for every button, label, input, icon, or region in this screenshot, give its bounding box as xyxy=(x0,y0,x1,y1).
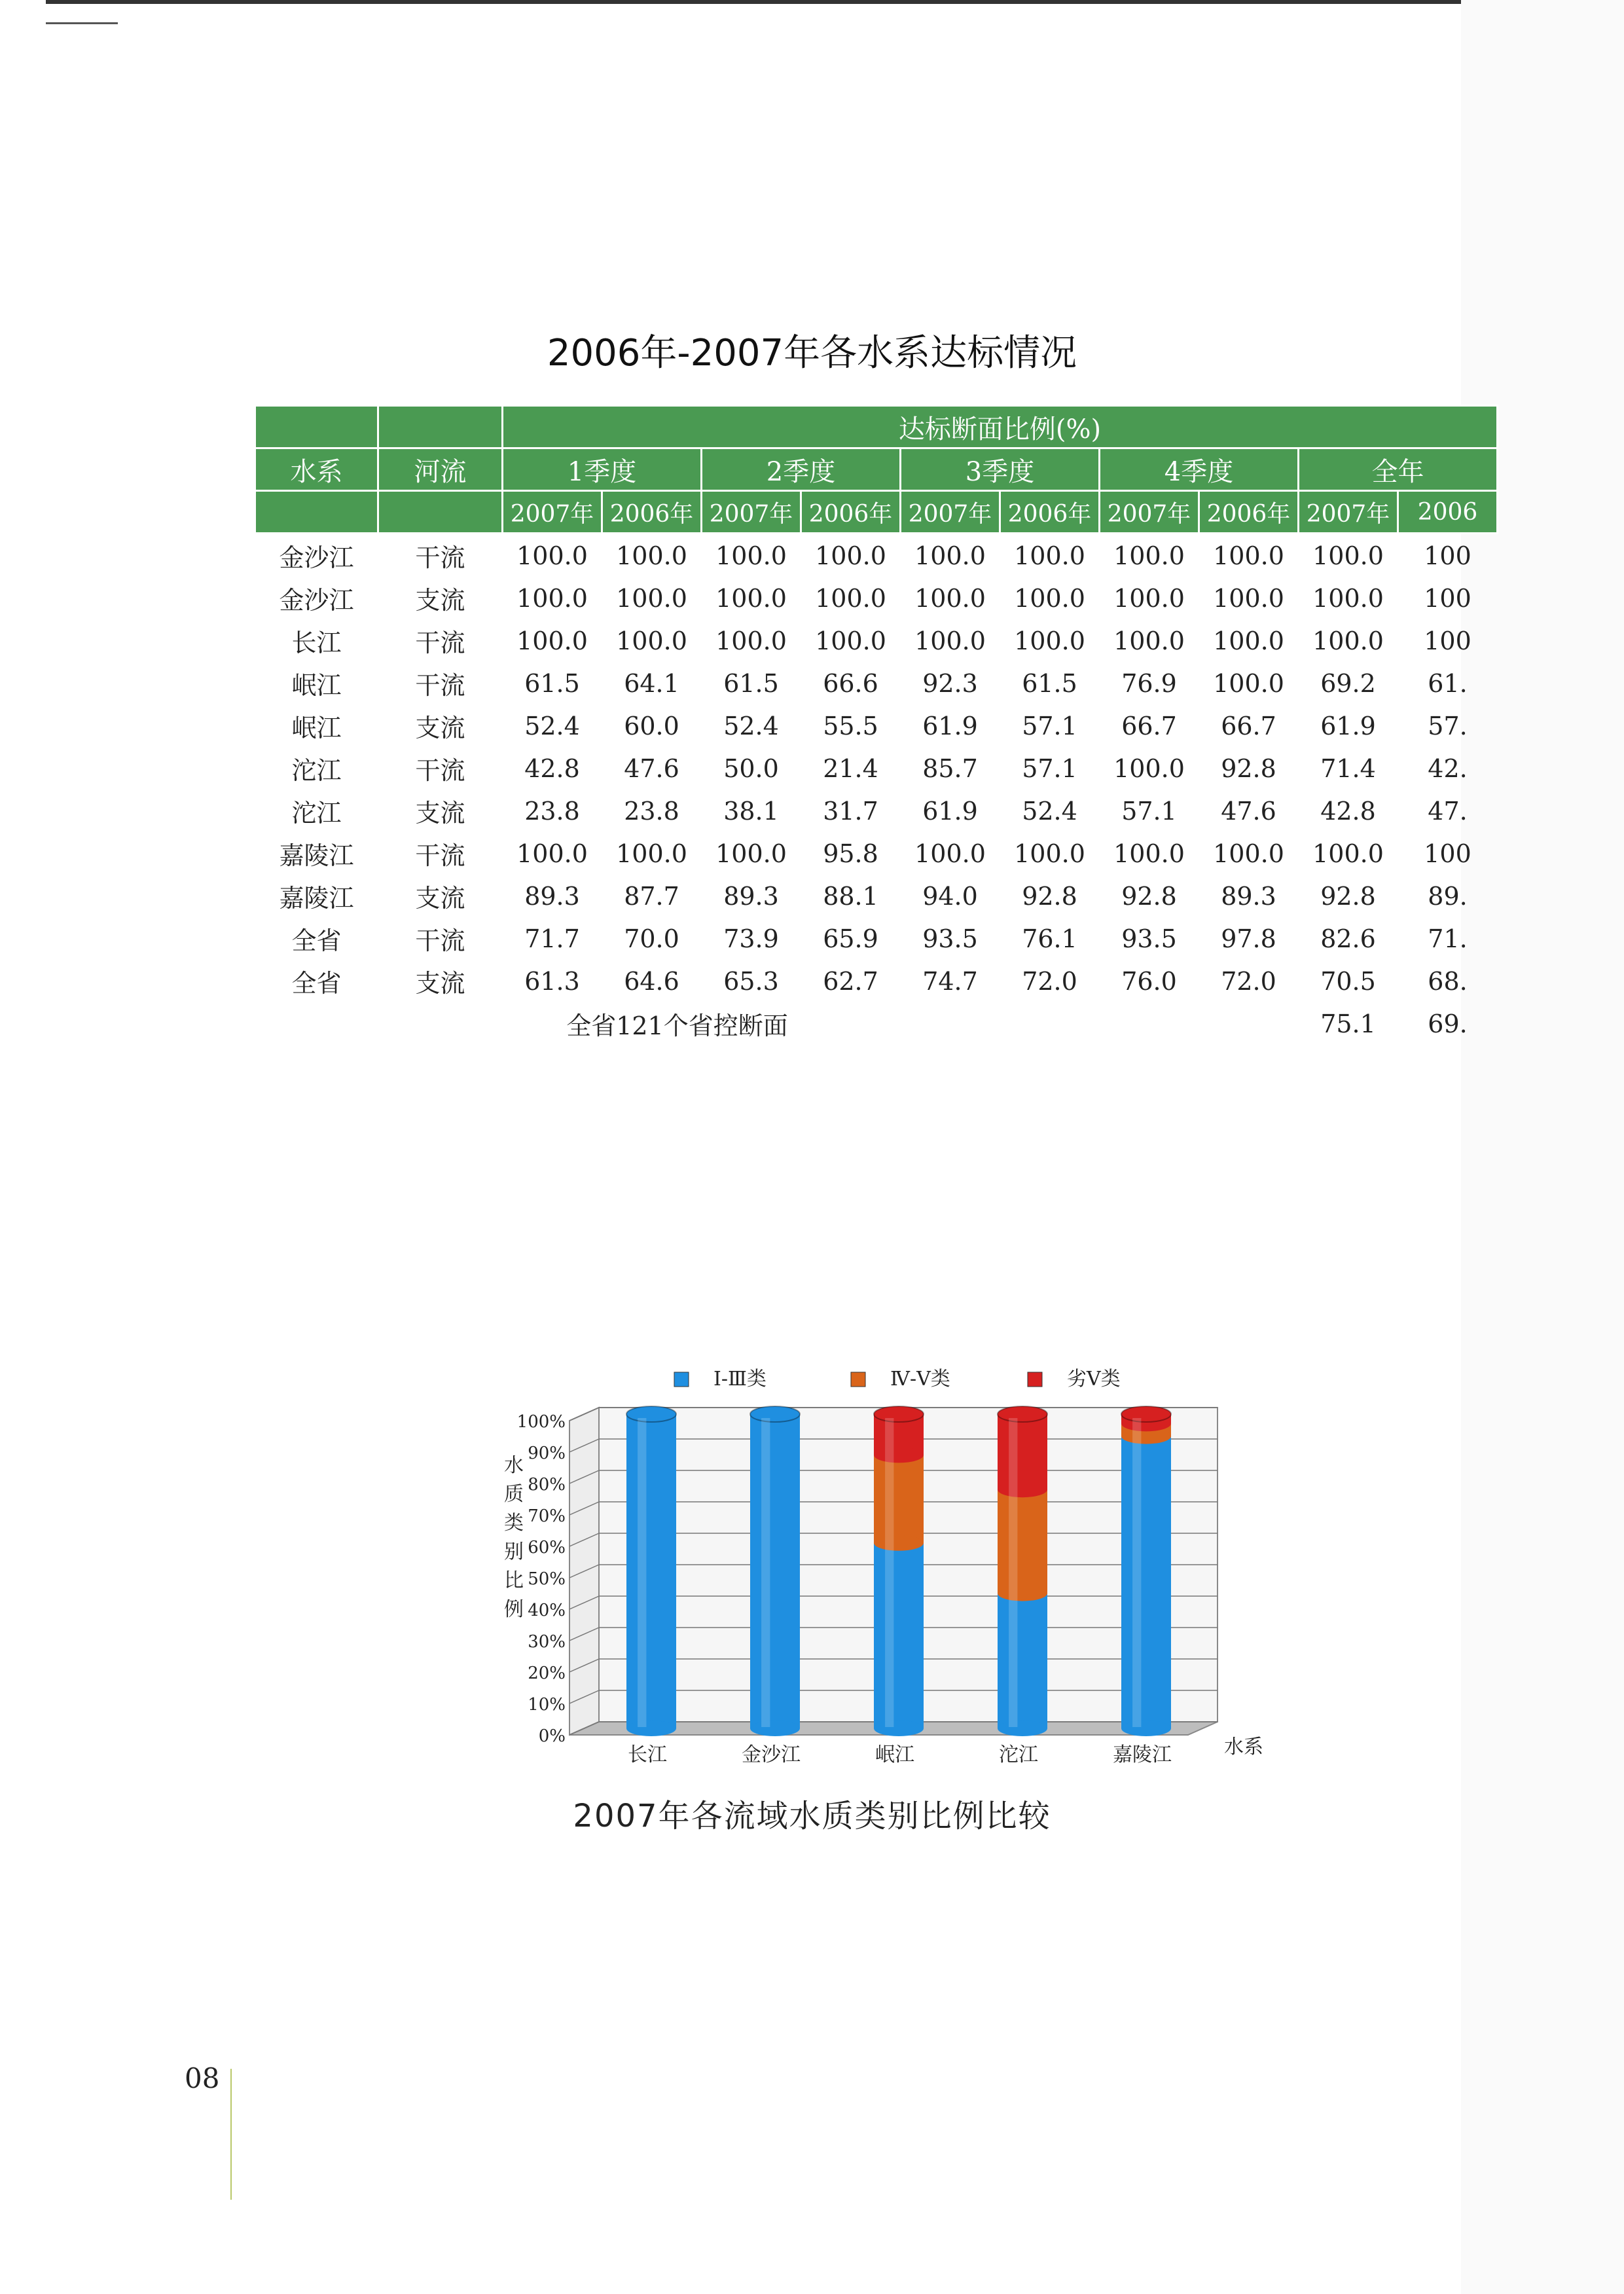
cell-value: 100 xyxy=(1424,583,1471,613)
header-blank xyxy=(255,406,378,448)
y-tick-label: 40% xyxy=(528,1601,566,1620)
header-year: 2006 xyxy=(1398,491,1498,534)
cell-value: 100.0 xyxy=(1213,583,1284,613)
table-title: 2006年-2007年各水系达标情况 xyxy=(547,332,1077,374)
y-tick-label: 90% xyxy=(528,1444,566,1463)
cell-value: 100.0 xyxy=(516,839,588,868)
bar-segment-bottom xyxy=(1121,1720,1171,1736)
cell-value: 61.9 xyxy=(922,711,978,740)
cell-river: 干流 xyxy=(415,671,465,700)
cell-value: 82.6 xyxy=(1320,924,1376,953)
bar-highlight xyxy=(638,1418,646,1727)
cell-value: 100.0 xyxy=(616,583,687,613)
table-row xyxy=(255,534,1498,577)
bar-segment-bottom xyxy=(998,1586,1047,1601)
bar-highlight xyxy=(1009,1418,1017,1727)
cell-value: 100 xyxy=(1424,541,1471,570)
y-tick-label: 70% xyxy=(528,1506,566,1526)
cell-value: 61.5 xyxy=(1022,668,1077,698)
bar-segment-bottom xyxy=(874,1447,924,1463)
bar-segment-bottom xyxy=(750,1720,800,1736)
cell-value: 89. xyxy=(1428,881,1468,911)
cell-value: 100.0 xyxy=(516,541,588,570)
cell-value: 100.0 xyxy=(914,839,986,868)
cell-value: 65.3 xyxy=(723,966,779,996)
cell-value: 61.5 xyxy=(524,668,580,698)
header-blank xyxy=(378,406,503,448)
x-axis-label: 水系 xyxy=(1224,1736,1263,1758)
cell-value: 100.0 xyxy=(1213,839,1284,868)
cell-value: 100.0 xyxy=(616,541,687,570)
cell-value: 66.7 xyxy=(1221,711,1276,740)
cell-river: 干流 xyxy=(415,628,465,657)
cell-value: 100.0 xyxy=(1213,626,1284,655)
legend-label: Ⅰ-Ⅲ类 xyxy=(713,1368,767,1391)
cell-value: 52.4 xyxy=(524,711,580,740)
top-mark xyxy=(46,22,118,24)
summary-label: 全省121个省控断面 xyxy=(566,1011,788,1040)
header-year: 2006年 xyxy=(1199,491,1299,534)
cell-river: 干流 xyxy=(415,756,465,785)
header-system: 水系 xyxy=(255,448,378,491)
cell-system: 岷江 xyxy=(291,671,342,700)
cell-value: 100.0 xyxy=(616,626,687,655)
cell-value: 52.4 xyxy=(723,711,779,740)
cell-value: 23.8 xyxy=(524,796,580,826)
cell-value: 88.1 xyxy=(823,881,878,911)
bar-segment xyxy=(998,1489,1047,1593)
y-tick-label: 80% xyxy=(528,1475,566,1495)
cell-system: 沱江 xyxy=(291,799,342,828)
table-row xyxy=(255,747,1498,790)
cell-value: 89.3 xyxy=(723,881,779,911)
cell-river: 支流 xyxy=(415,714,465,742)
cell-value: 100.0 xyxy=(516,583,588,613)
cell-system: 金沙江 xyxy=(279,543,354,572)
legend-label: Ⅳ-Ⅴ类 xyxy=(890,1368,950,1391)
summary-value: 75.1 xyxy=(1320,1009,1376,1038)
cell-value: 55.5 xyxy=(823,711,878,740)
y-axis-label: 质 xyxy=(504,1483,524,1506)
header-year: 2006年 xyxy=(801,491,901,534)
cell-value: 95.8 xyxy=(823,839,878,868)
bar-segment xyxy=(874,1543,924,1728)
y-axis-label: 类 xyxy=(504,1512,524,1535)
cell-value: 100 xyxy=(1424,626,1471,655)
cell-value: 73.9 xyxy=(723,924,779,953)
cell-value: 74.7 xyxy=(922,966,978,996)
legend-swatch xyxy=(674,1372,689,1387)
cell-value: 94.0 xyxy=(922,881,978,911)
cell-system: 沱江 xyxy=(291,756,342,785)
cell-value: 72.0 xyxy=(1221,966,1276,996)
cell-river: 干流 xyxy=(415,926,465,955)
cell-value: 100.0 xyxy=(914,541,986,570)
cell-river: 支流 xyxy=(415,884,465,913)
bar-top-cap xyxy=(998,1406,1047,1422)
cell-value: 100.0 xyxy=(914,626,986,655)
chart-container xyxy=(484,1349,1309,1820)
cell-value: 31.7 xyxy=(823,796,878,826)
bar-segment xyxy=(874,1455,924,1542)
cell-value: 76.0 xyxy=(1121,966,1177,996)
cell-value: 100.0 xyxy=(1213,541,1284,570)
cell-system: 岷江 xyxy=(291,714,342,742)
bar-top-cap xyxy=(750,1406,800,1422)
cell-value: 71.4 xyxy=(1320,754,1376,783)
cell-value: 100.0 xyxy=(1113,583,1185,613)
cell-value: 61.9 xyxy=(922,796,978,826)
header-period: 1季度 xyxy=(503,448,702,491)
x-tick-label: 岷江 xyxy=(875,1743,914,1766)
table-row xyxy=(255,704,1498,747)
cell-value: 100.0 xyxy=(1113,839,1185,868)
page-number: 08 xyxy=(185,2062,220,2094)
cell-value: 100.0 xyxy=(815,541,886,570)
cell-value: 57. xyxy=(1428,711,1468,740)
cell-river: 支流 xyxy=(415,799,465,828)
x-tick-label: 长江 xyxy=(628,1743,667,1766)
cell-value: 47.6 xyxy=(624,754,679,783)
summary-blank xyxy=(1100,1002,1299,1045)
cell-value: 42. xyxy=(1428,754,1468,783)
cell-system: 嘉陵江 xyxy=(279,884,354,913)
cell-value: 57.1 xyxy=(1022,754,1077,783)
cell-value: 100.0 xyxy=(715,839,787,868)
header-year: 2007年 xyxy=(702,491,801,534)
cell-value: 64.1 xyxy=(624,668,679,698)
table-row xyxy=(255,832,1498,875)
header-blank xyxy=(255,491,378,534)
bar-highlight xyxy=(885,1418,893,1727)
bar-segment xyxy=(998,1414,1047,1489)
cell-value: 100.0 xyxy=(1213,668,1284,698)
y-tick-label: 50% xyxy=(528,1569,566,1589)
cell-value: 100.0 xyxy=(1014,541,1085,570)
table-row xyxy=(255,917,1498,960)
table-row xyxy=(255,875,1498,917)
legend-swatch xyxy=(1028,1372,1042,1387)
cell-value: 89.3 xyxy=(1221,881,1276,911)
compliance-table xyxy=(254,405,1498,1045)
cell-value: 87.7 xyxy=(624,881,679,911)
cell-value: 93.5 xyxy=(1121,924,1177,953)
legend-swatch xyxy=(851,1372,865,1387)
cell-river: 支流 xyxy=(415,969,465,998)
cell-river: 干流 xyxy=(415,841,465,870)
y-axis-label: 例 xyxy=(504,1598,524,1621)
cell-value: 100.0 xyxy=(616,839,687,868)
header-year: 2006年 xyxy=(602,491,702,534)
cell-system: 长江 xyxy=(291,628,342,657)
cell-value: 100.0 xyxy=(715,583,787,613)
cell-value: 100.0 xyxy=(914,583,986,613)
bar-segment-bottom xyxy=(998,1720,1047,1736)
y-axis-label: 别 xyxy=(504,1540,524,1563)
legend-label: 劣Ⅴ类 xyxy=(1067,1368,1121,1391)
cell-value: 62.7 xyxy=(823,966,878,996)
cell-value: 71. xyxy=(1428,924,1468,953)
cell-value: 100.0 xyxy=(1113,754,1185,783)
cell-value: 100.0 xyxy=(516,626,588,655)
cell-value: 92.8 xyxy=(1022,881,1077,911)
cell-value: 60.0 xyxy=(624,711,679,740)
cell-value: 47.6 xyxy=(1221,796,1276,826)
bar-highlight xyxy=(1132,1418,1141,1727)
cell-value: 97.8 xyxy=(1221,924,1276,953)
y-axis-label: 水 xyxy=(504,1454,524,1477)
header-period: 全年 xyxy=(1299,448,1498,491)
bar-segment xyxy=(998,1593,1047,1728)
cell-value: 61.9 xyxy=(1320,711,1376,740)
cell-value: 85.7 xyxy=(922,754,978,783)
summary-value: 69. xyxy=(1428,1009,1468,1038)
cell-value: 92.8 xyxy=(1221,754,1276,783)
cell-value: 47. xyxy=(1428,796,1468,826)
header-group: 达标断面比例(%) xyxy=(503,406,1498,448)
header-year: 2007年 xyxy=(503,491,602,534)
cell-value: 92.3 xyxy=(922,668,978,698)
summary-row xyxy=(255,1002,1498,1045)
y-tick-label: 0% xyxy=(538,1726,566,1746)
header-river: 河流 xyxy=(378,448,503,491)
y-tick-label: 10% xyxy=(528,1695,566,1715)
header-year: 2007年 xyxy=(1100,491,1199,534)
cell-system: 全省 xyxy=(291,926,342,955)
bar-top-cap xyxy=(626,1406,676,1422)
cell-value: 61. xyxy=(1428,668,1468,698)
cell-value: 69.2 xyxy=(1320,668,1376,698)
bar-segment-bottom xyxy=(874,1535,924,1551)
bar-segment xyxy=(1121,1436,1171,1728)
cell-value: 57.1 xyxy=(1121,796,1177,826)
cell-value: 93.5 xyxy=(922,924,978,953)
bar-segment xyxy=(750,1414,800,1728)
y-tick-label: 30% xyxy=(528,1632,566,1652)
cell-value: 100.0 xyxy=(1014,626,1085,655)
cell-value: 71.7 xyxy=(524,924,580,953)
bar-segment xyxy=(626,1414,676,1728)
cell-value: 61.5 xyxy=(723,668,779,698)
cell-value: 100.0 xyxy=(815,626,886,655)
header-year: 2007年 xyxy=(901,491,1000,534)
table-body xyxy=(255,534,1498,1046)
table-row xyxy=(255,790,1498,832)
cell-value: 100.0 xyxy=(1014,839,1085,868)
bar-highlight xyxy=(761,1418,770,1727)
cell-value: 100.0 xyxy=(1113,626,1185,655)
cell-value: 92.8 xyxy=(1320,881,1376,911)
cell-value: 100.0 xyxy=(1312,626,1384,655)
cell-value: 100.0 xyxy=(1312,583,1384,613)
cell-value: 100.0 xyxy=(1312,839,1384,868)
cell-value: 66.6 xyxy=(823,668,878,698)
bar-segment-bottom xyxy=(998,1482,1047,1497)
bar-segment-bottom xyxy=(874,1720,924,1736)
y-tick-label: 100% xyxy=(516,1412,566,1432)
x-tick-label: 金沙江 xyxy=(742,1743,801,1766)
cell-value: 100.0 xyxy=(715,541,787,570)
margin-rule xyxy=(230,2069,232,2200)
cell-system: 全省 xyxy=(291,969,342,998)
cell-value: 100.0 xyxy=(1014,583,1085,613)
cell-value: 42.8 xyxy=(1320,796,1376,826)
cell-value: 76.1 xyxy=(1022,924,1077,953)
cell-value: 68. xyxy=(1428,966,1468,996)
x-tick-label: 嘉陵江 xyxy=(1113,1743,1172,1766)
cell-value: 89.3 xyxy=(524,881,580,911)
table-row xyxy=(255,960,1498,1002)
header-year: 2007年 xyxy=(1299,491,1398,534)
y-tick-label: 20% xyxy=(528,1664,566,1683)
cell-river: 干流 xyxy=(415,543,465,572)
table-row xyxy=(255,577,1498,619)
table-row xyxy=(255,662,1498,704)
cell-value: 92.8 xyxy=(1121,881,1177,911)
chart-title: 2007年各流域水质类别比例比较 xyxy=(573,1798,1051,1834)
x-tick-label: 沱江 xyxy=(999,1743,1038,1766)
cell-value: 72.0 xyxy=(1022,966,1077,996)
cell-value: 66.7 xyxy=(1121,711,1177,740)
cell-value: 42.8 xyxy=(524,754,580,783)
header-year: 2006年 xyxy=(1000,491,1100,534)
cell-value: 100.0 xyxy=(1113,541,1185,570)
cell-value: 70.5 xyxy=(1320,966,1376,996)
bar-segment-bottom xyxy=(626,1720,676,1736)
cell-value: 100.0 xyxy=(715,626,787,655)
header-period: 3季度 xyxy=(901,448,1100,491)
stacked-cylinder-chart xyxy=(484,1349,1309,1820)
cell-value: 100.0 xyxy=(815,583,886,613)
header-period: 2季度 xyxy=(702,448,901,491)
cell-value: 100.0 xyxy=(1312,541,1384,570)
y-tick-label: 60% xyxy=(528,1538,566,1557)
cell-value: 21.4 xyxy=(823,754,878,783)
cell-value: 61.3 xyxy=(524,966,580,996)
cell-system: 金沙江 xyxy=(279,586,354,615)
cell-river: 支流 xyxy=(415,586,465,615)
table-container xyxy=(254,405,1478,1066)
cell-value: 38.1 xyxy=(723,796,779,826)
top-rule xyxy=(46,0,1486,4)
cell-value: 57.1 xyxy=(1022,711,1077,740)
header-period: 4季度 xyxy=(1100,448,1299,491)
cell-value: 23.8 xyxy=(624,796,679,826)
cell-value: 70.0 xyxy=(624,924,679,953)
cell-system: 嘉陵江 xyxy=(279,841,354,870)
cell-value: 50.0 xyxy=(723,754,779,783)
cell-value: 76.9 xyxy=(1121,668,1177,698)
cell-value: 65.9 xyxy=(823,924,878,953)
bar-top-cap xyxy=(1121,1406,1171,1422)
bar-top-cap xyxy=(874,1406,924,1422)
cell-value: 100 xyxy=(1424,839,1471,868)
cell-value: 52.4 xyxy=(1022,796,1077,826)
y-axis-label: 比 xyxy=(504,1569,524,1592)
table-row xyxy=(255,619,1498,662)
header-blank xyxy=(378,491,503,534)
cell-value: 64.6 xyxy=(624,966,679,996)
